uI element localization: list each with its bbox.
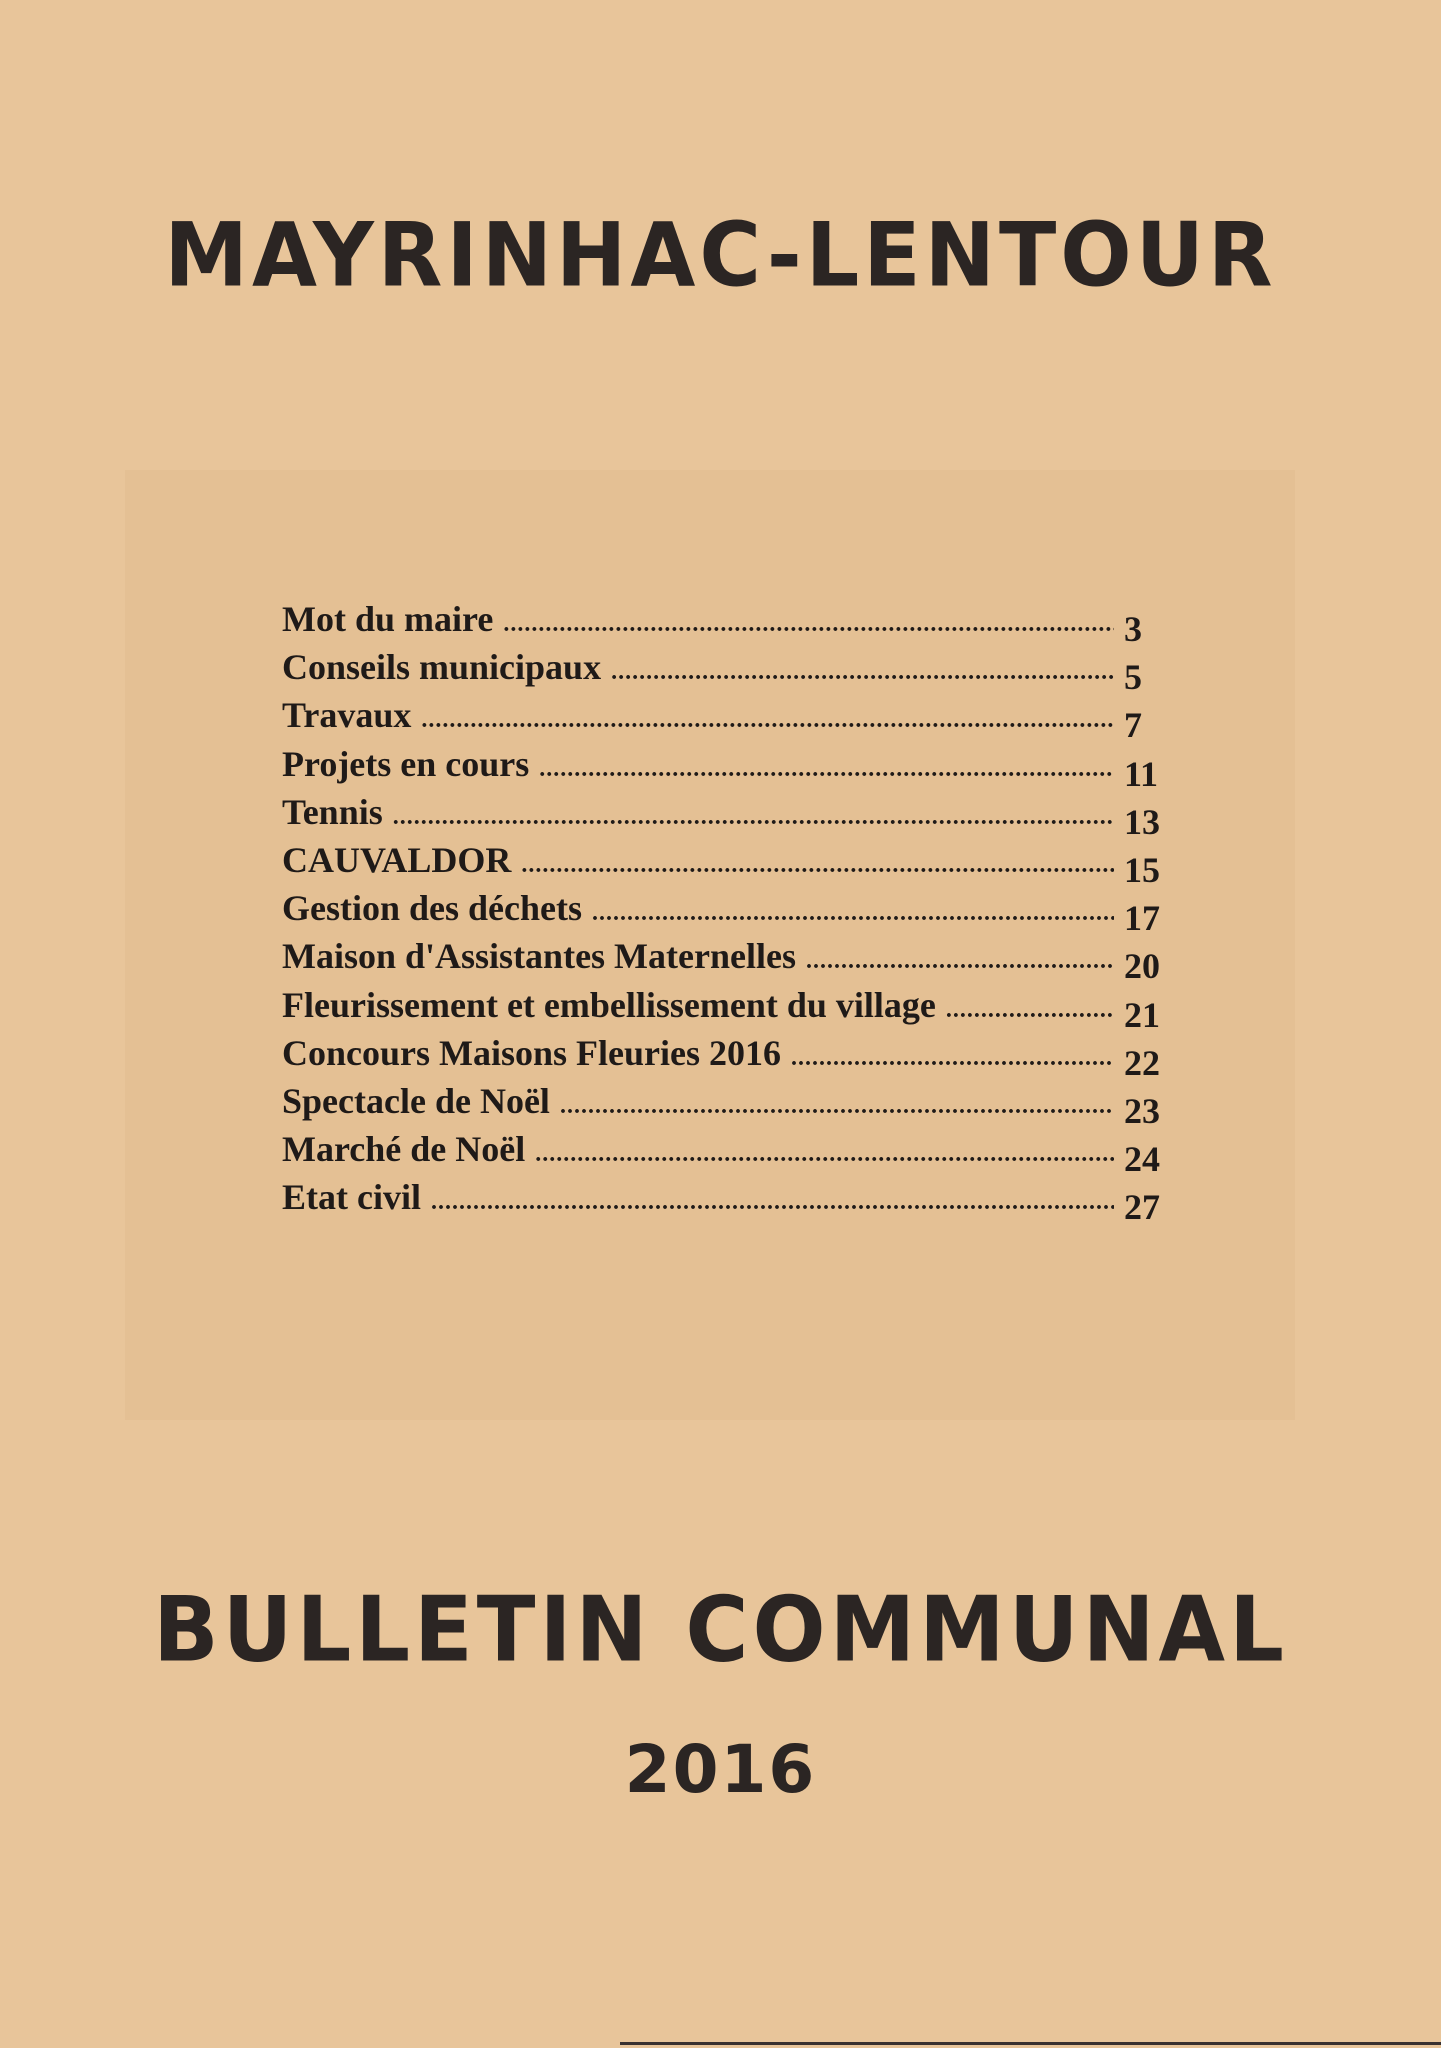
toc-entry-label: CAUVALDOR — [282, 839, 512, 880]
toc-leader-dots — [539, 756, 1114, 783]
toc-leader-dots — [806, 948, 1114, 975]
toc-entry — [282, 694, 1170, 746]
toc-entry — [282, 743, 1170, 794]
toc-entry-page: 17 — [1124, 898, 1160, 939]
toc-leader-dots — [431, 1189, 1114, 1216]
toc-entry — [282, 887, 1170, 939]
toc-entry — [282, 791, 1170, 842]
toc-entry-page: 13 — [1124, 801, 1160, 842]
toc-leader-dots — [521, 852, 1114, 879]
toc-entry-page: 24 — [1124, 1139, 1160, 1180]
toc-entry-page: 7 — [1124, 705, 1142, 746]
toc-entry-page: 20 — [1124, 946, 1160, 987]
toc-entry-label: Conseils municipaux — [282, 647, 602, 688]
toc-leader-dots — [791, 1045, 1114, 1072]
toc-entry-page: 27 — [1124, 1187, 1160, 1228]
toc-entry-label: Mot du maire — [282, 599, 494, 639]
toc-entry-page: 11 — [1124, 753, 1159, 794]
toc-leader-dots — [393, 804, 1114, 831]
toc-entry — [282, 598, 1170, 649]
toc-leader-dots — [503, 611, 1114, 638]
town-title: MAYRINHAC-LENTOUR — [164, 203, 1277, 307]
toc-entry — [282, 1176, 1170, 1228]
bulletin-year: 2016 — [624, 1731, 817, 1808]
toc-entry-label: Projets en cours — [282, 743, 530, 784]
toc-entry-label: Etat civil — [282, 1177, 421, 1218]
toc-leader-dots — [421, 707, 1114, 734]
toc-leader-dots — [535, 1141, 1114, 1168]
page-edge-line — [620, 2042, 1441, 2045]
toc-entry-label: Tennis — [282, 791, 383, 832]
toc-entry-label: Maison d'Assistantes Maternelles — [282, 936, 796, 977]
toc-entry — [282, 984, 1170, 1035]
toc-entry-page: 3 — [1124, 609, 1142, 649]
toc-entry — [282, 935, 1170, 987]
toc-leader-dots — [611, 659, 1114, 686]
toc-entry-label: Travaux — [282, 695, 412, 736]
toc-entry-label: Gestion des déchets — [282, 888, 582, 929]
toc-leader-dots — [592, 900, 1114, 927]
toc-leader-dots — [560, 1093, 1114, 1120]
toc-entry-page: 15 — [1124, 849, 1160, 890]
toc-entry — [282, 646, 1170, 698]
toc-entry — [282, 1128, 1170, 1180]
toc-entry-page: 21 — [1124, 994, 1160, 1035]
toc-entry-label: Concours Maisons Fleuries 2016 — [282, 1032, 781, 1073]
toc-entry — [282, 1080, 1170, 1131]
toc-entry — [282, 839, 1170, 890]
toc-leader-dots — [946, 997, 1114, 1024]
toc-entry-page: 23 — [1124, 1090, 1160, 1131]
toc-entry-page: 5 — [1124, 657, 1142, 698]
toc-entry-label: Spectacle de Noël — [282, 1080, 550, 1121]
bulletin-title: BULLETIN COMMUNAL — [153, 1577, 1288, 1683]
toc-entry — [282, 1032, 1170, 1083]
toc-entry-label: Marché de Noël — [282, 1129, 526, 1170]
toc-entry-label: Fleurissement et embellissement du village — [282, 984, 936, 1025]
toc-entry-page: 22 — [1124, 1042, 1160, 1083]
table-of-contents — [282, 598, 1170, 1228]
